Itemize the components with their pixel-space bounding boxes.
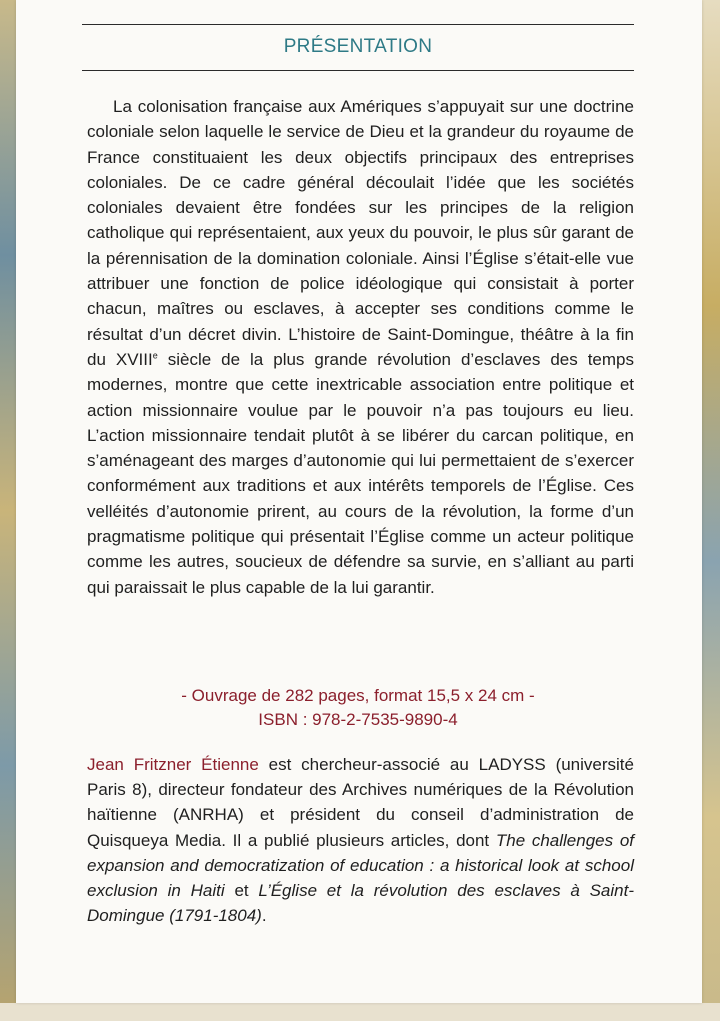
background-bottom-edge: [0, 1003, 720, 1021]
title-bottom-rule: [82, 70, 634, 71]
background-artwork-right: [702, 0, 720, 1021]
page-title: PRÉSENTATION: [283, 36, 433, 57]
presentation-text-part1: La colonisation française aux Amériques s’appuyait sur une doctrine coloniale selon laquelle le service de Dieu et la grandeur du royaume de France constituaient les deux objectifs principaux des entreprises coloniales. De ce cadre général découlait l’idée que les sociétés coloniales devaient être fondées sur les principes de la religion catholique qui représentaient, aux yeux du pouvoir, le plus sûr garant de la pérennisation de la domination coloniale. Ainsi l’Église s’était-elle vue attribuer une fonction de police idéologique qui consistait à porter chacun, maîtres ou esclaves, à accepter ses conditions comme le résultat d’un décret divin. L’histoire de Saint-Domingue, théâtre à la fin du XVIII: [87, 97, 634, 369]
presentation-text-part2: siècle de la plus grande révolution d’esclaves des temps modernes, montre que cette inextricable association entre politique et action missionnaire voulue par le pouvoir n’a pas toujours eu lieu. L’action missionnaire tendait plutôt à se libérer du carcan politique, en s’aménageant des marges d’autonomie qui lui permettaient de s’exercer conformément aux traditions et aux intérêts temporels de l’Église. Ces velléités d’autonomie prirent, au cours de la révolution, la forme d’un pragmatisme politique qui présentait l’Église comme un acteur politique comme les autres, soucieux de défendre sa survie, en s’alliant au parti qui paraissait le plus capable de la lui garantir.: [87, 349, 634, 597]
publication-title-1: The challenges of expansion and democratization of education : a historical look at school exclusion in Haiti: [87, 830, 634, 901]
bio-text-part3: .: [261, 906, 267, 926]
title-top-rule: [82, 24, 634, 25]
bio-text-part1: est chercheur-associé au LADYSS (université Paris 8), directeur fondateur des Archives numériques de la Révolution haïtienne (ANRHA) et président du conseil d’administration de Quisqueya Media. Il a publié plusieurs articles, dont: [87, 755, 634, 850]
bio-text-part2: et: [224, 881, 259, 901]
publication-title-2: L’Église et la révolution des esclaves à Saint-Domingue (1791-1804): [87, 881, 635, 926]
isbn-line: ISBN : 978-2-7535-9890-4: [258, 710, 458, 729]
author-name: Jean Fritzner Étienne: [87, 755, 259, 774]
century-superscript: e: [152, 350, 158, 361]
back-cover-page: [16, 0, 702, 1003]
book-format-line: - Ouvrage de 282 pages, format 15,5 x 24 cm -: [181, 686, 535, 705]
presentation-paragraph: [87, 94, 634, 600]
author-bio-paragraph: [87, 752, 634, 928]
